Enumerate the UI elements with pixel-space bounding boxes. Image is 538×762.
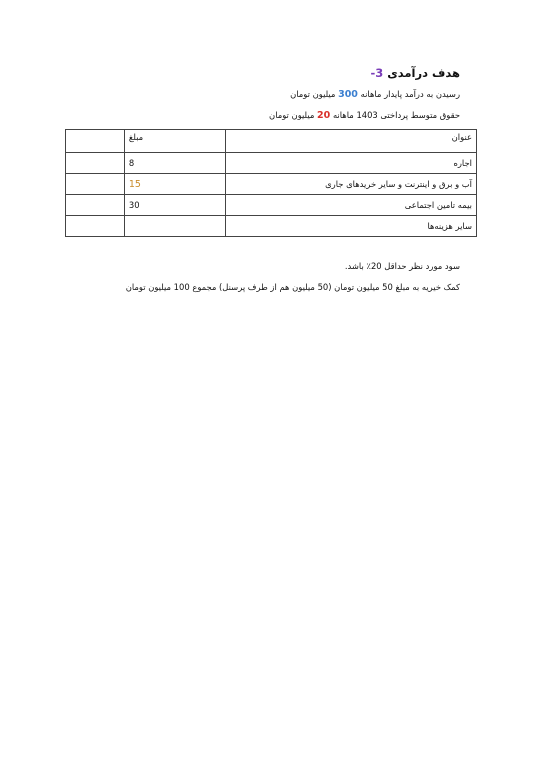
header-extra xyxy=(66,130,125,153)
row-amount: 30 xyxy=(124,195,225,216)
profit-note: سود مورد نظر حداقل 20٪ باشد. xyxy=(344,261,460,271)
header-title: عنوان xyxy=(225,130,476,153)
section-number: 3- xyxy=(370,66,384,80)
income-goal-text: رسیدن به درآمد پایدار ماهانه xyxy=(360,89,460,99)
row-extra xyxy=(66,153,125,174)
table-header-row xyxy=(66,130,477,153)
row-amount: 8 xyxy=(124,153,225,174)
salary-unit: میلیون تومان xyxy=(269,110,315,120)
section-title: هدف درآمدی xyxy=(387,66,460,80)
costs-table xyxy=(65,129,477,237)
row-title: بیمه تامین اجتماعی xyxy=(225,195,476,216)
salary-value: 20 xyxy=(317,110,331,121)
income-goal-value: 300 xyxy=(338,89,358,100)
row-title: اجاره xyxy=(225,153,476,174)
costs-table-wrapper xyxy=(65,129,477,237)
table-row xyxy=(66,153,477,174)
income-goal-line xyxy=(290,89,460,100)
row-amount xyxy=(124,216,225,237)
salary-text: حقوق متوسط پرداختی 1403 ماهانه xyxy=(332,110,460,120)
income-goal-unit: میلیون تومان xyxy=(290,89,336,99)
row-title: سایر هزینه‌ها xyxy=(225,216,476,237)
table-row xyxy=(66,195,477,216)
row-extra xyxy=(66,216,125,237)
row-extra xyxy=(66,174,125,195)
row-title: آب و برق و اینترنت و سایر خریدهای جاری xyxy=(225,174,476,195)
table-row xyxy=(66,216,477,237)
table-row xyxy=(66,174,477,195)
section-heading xyxy=(370,66,460,80)
salary-line xyxy=(269,110,460,121)
header-amount: مبلغ xyxy=(124,130,225,153)
charity-note: کمک خیریه به مبلغ 50 میلیون تومان (50 میلیون هم از طرف پرسنل) مجموع 100 میلیون تومان xyxy=(125,282,460,292)
row-extra xyxy=(66,195,125,216)
row-amount: 15 xyxy=(124,174,225,195)
